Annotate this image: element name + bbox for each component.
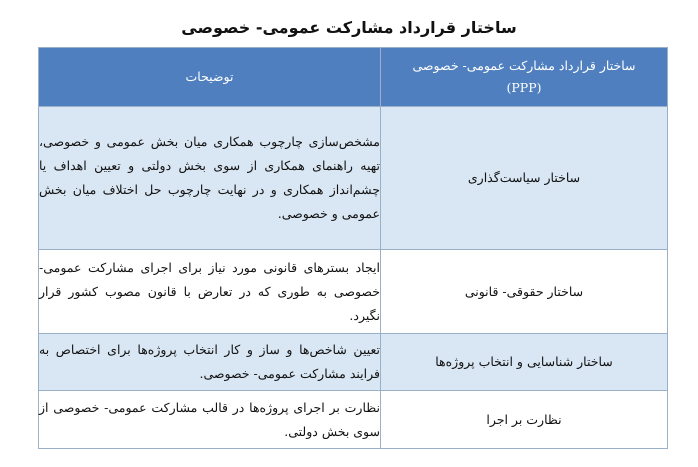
row-structure-cell: ساختار شناسایی و انتخاب پروژه‌ها — [381, 334, 668, 391]
table-row — [39, 391, 668, 449]
table-row — [39, 334, 668, 391]
row-structure-cell: نظارت بر اجرا — [381, 391, 668, 449]
row-description-cell: نظارت بر اجرای پروژه‌ها در قالب مشارکت عمومی- خصوصی از سوی بخش دولتی. — [39, 391, 381, 449]
table-row — [39, 107, 668, 250]
table-header-row — [39, 48, 668, 107]
header-structure — [381, 48, 668, 107]
header-structure-line1: ساختار قرارداد مشارکت عمومی- خصوصی — [412, 58, 636, 73]
row-structure-cell: ساختار حقوقی- قانونی — [381, 250, 668, 334]
header-structure-line2: (PPP) — [506, 80, 542, 95]
table-title: ساختار قرارداد مشارکت عمومی- خصوصی — [181, 18, 517, 37]
ppp-structure-table — [38, 47, 668, 449]
row-description-cell: ایجاد بسترهای قانونی مورد نیاز برای اجرای مشارکت عمومی- خصوصی به طوری که در تعارض با قانون مصوب کشور قرار نگیرد. — [39, 250, 381, 334]
header-description: توضیحات — [39, 48, 381, 107]
row-description-cell: مشخص‌سازی چارچوب همکاری میان بخش عمومی و خصوصی، تهیه راهنمای همکاری از سوی بخش دولتی و تعیین اهداف یا چشم‌انداز همکاری و در نهایت چارچوب حل اختلاف میان بخش عمومی و خصوصی. — [39, 107, 381, 250]
row-description-cell: تعیین شاخص‌ها و ساز و کار انتخاب پروژه‌ها برای اختصاص به فرایند مشارکت عمومی- خصوصی. — [39, 334, 381, 391]
row-structure-cell: ساختار سیاست‌گذاری — [381, 107, 668, 250]
table-row — [39, 250, 668, 334]
